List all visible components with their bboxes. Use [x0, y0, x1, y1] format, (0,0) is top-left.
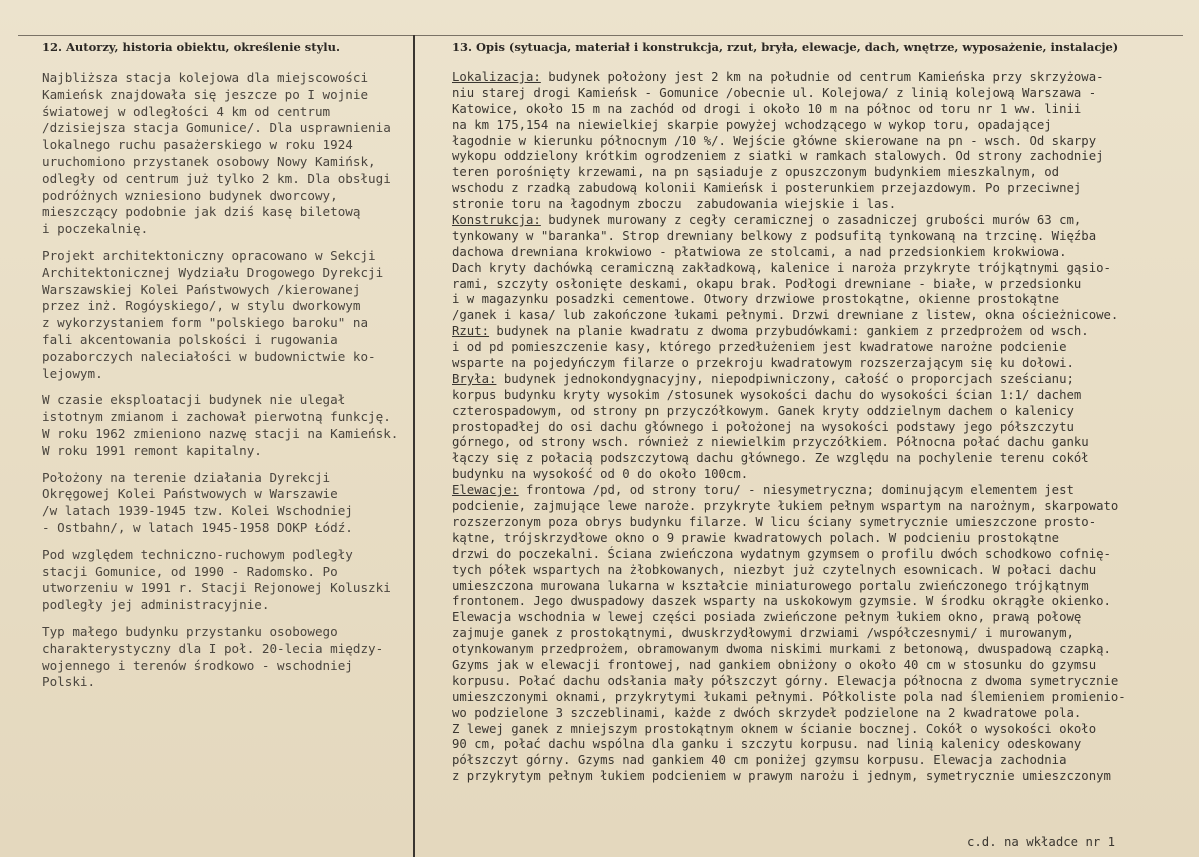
history-column [42, 70, 414, 701]
description-line [452, 372, 1187, 388]
description-line [452, 356, 1187, 372]
line-text: kątne, trójskrzydłowe okno o 9 prawie kwadratowych polach. W podcieniu prostokątne [452, 530, 1060, 545]
description-line [452, 261, 1187, 277]
continuation-note: c.d. na wkładce nr 1 [967, 835, 1116, 849]
line-text: wykopu oddzielony krótkim ogrodzeniem z siatki w ramkach stalowych. Od strony zachodniej [452, 149, 1104, 164]
description-line [452, 86, 1187, 102]
description-line [452, 197, 1187, 213]
line-text: Elewacja wschodnia w lewej części posiada zwieńczone pełnym łukiem okno, prawą połowę [452, 610, 1082, 625]
description-line [452, 467, 1187, 483]
description-line [452, 722, 1187, 738]
text-line: /w latach 1939-1945 tzw. Kolei Wschodniej [42, 503, 353, 519]
line-text: niu starej drogi Kamieńsk - Gomunice /obecnie ul. Kolejowa/ z linią kolejową Warszawa - [452, 85, 1097, 100]
line-text: rozszerzonym poza obrys budynku filarze. W licu ściany symetrycznie umieszczone prosto- [452, 514, 1097, 529]
description-line [452, 515, 1187, 531]
line-text: tynkowany w "baranka". Strop drewniany belkowy z podsufitą tynkowaną na trzcinę. Więźba [452, 228, 1097, 243]
description-line [452, 769, 1187, 785]
description-line [452, 753, 1187, 769]
line-text: teren porośnięty krzewami, na pn sąsiaduje z opuszczonym budynkiem mieszkalnym, od [452, 165, 1060, 180]
text-line: przez inż. Rogóyskiego/, w stylu dworkowym [42, 298, 361, 314]
description-line [452, 610, 1187, 626]
section-12-heading: 12. Autorzy, historia obiektu, określenie stylu. [42, 40, 340, 54]
text-line: Pod względem techniczno-ruchowym podległy [42, 546, 353, 562]
line-text: dachowa drewniana krokwiowo - płatwiowa ze stolcami, a nad przedsionkiem krokwiowa. [452, 244, 1067, 259]
line-text: korpusu. Połać dachu odsłania mały półszczyt górny. Elewacja północna z dwoma symetrycznie [452, 673, 1119, 688]
line-text: wo podzielone 3 szczeblinami, każde z dwóch skrzydeł podzielone na 2 kwadratowe pola. [452, 705, 1082, 720]
section-label: Rzut: [452, 324, 490, 339]
description-line [452, 451, 1187, 467]
text-line: W roku 1962 zmieniono nazwę stacji na Kamieńsk. [42, 425, 399, 441]
line-text: Z lewej ganek z mniejszym prostokątnym oknem w ścianie bocznej. Cokół o wysokości około [452, 721, 1097, 736]
description-line [452, 118, 1187, 134]
history-paragraph [42, 70, 414, 238]
text-line: Projekt architektoniczny opracowano w Sekcji [42, 247, 376, 263]
line-text: umieszczonymi oknami, przykrytymi łukami pełnymi. Półkoliste pola nad ślemieniem promienio- [452, 689, 1126, 704]
line-text: podcienie, zajmujące lewe naroże. przykryte łukiem pełnym wspartym na narożnym, skarpowato [452, 499, 1119, 514]
text-line: lokalnego ruchu pasażerskiego w roku 1924 [42, 137, 353, 153]
line-text: wschodu z rzadką zabudową kolonii Kamieńsk i posterunkiem przejazdowym. Po przeciwnej [452, 181, 1082, 196]
text-line: wojennego i terenów środkowo - wschodniej [42, 657, 353, 673]
line-text: łączy się z połacią podszczytową dachu głównego. Ze względu na pochylenie terenu cokół [452, 451, 1089, 466]
section-label: Elewacje: [452, 483, 519, 498]
description-line [452, 388, 1187, 404]
description-line [452, 737, 1187, 753]
line-text: czterospadowym, od strony pn przyczółkowym. Ganek kryty oddzielnym dachem o kalenicy [452, 403, 1074, 418]
description-line [452, 292, 1187, 308]
text-line: utworzeniu w 1991 r. Stacji Rejonowej Koluszki [42, 580, 391, 596]
text-line: Najbliższa stacja kolejowa dla miejscowości [42, 70, 369, 85]
line-text: budynek na planie kwadratu z dwoma przybudówkami: gankiem z przedprożem od wsch. [489, 324, 1089, 339]
text-line: istotnym zmianom i zachował pierwotną funkcję. [42, 409, 391, 425]
history-paragraph [42, 248, 414, 382]
text-line: W czasie eksploatacji budynek nie ulegał [42, 392, 346, 408]
text-line: Okręgowej Kolei Państwowych w Warszawie [42, 486, 338, 502]
text-line: charakterystyczny dla I poł. 20-lecia między- [42, 640, 384, 656]
line-text: otynkowanym przedprożem, obramowanym dwoma niskimi murkami z betonową, dwuspadową czapką. [452, 642, 1111, 657]
line-text: frontonem. Jego dwuspadowy daszek wsparty na uskokowym gzymsie. W środku okrągłe okienko. [452, 594, 1111, 609]
line-text: /ganek i kasa/ lub zakończone łukami pełnymi. Drzwi drewniane z listew, okna ościeżnicowe. [452, 308, 1119, 323]
description-line [452, 547, 1187, 563]
text-line: Warszawskiej Kolei Państwowych /kierowanej [42, 281, 361, 297]
history-paragraph [42, 470, 414, 537]
text-line: Polski. [42, 674, 96, 690]
description-line [452, 149, 1187, 165]
section-label: Lokalizacja: [452, 70, 541, 84]
description-line [452, 499, 1187, 515]
text-line: Typ małego budynku przystanku osobowego [42, 623, 338, 639]
text-line: Architektonicznej Wydziału Drogowego Dyrekcji [42, 264, 384, 280]
description-line [452, 420, 1187, 436]
line-text: 90 cm, połać dachu wspólna dla ganku i szczytu korpusu. nad linią kalenicy odeskowany [452, 737, 1082, 752]
line-text: Gzyms jak w elewacji frontowej, nad gankiem obniżony o około 40 cm w stosunku do gzymsu [452, 657, 1097, 672]
line-text: umieszczona murowana lukarna w kształcie miniaturowego portalu zwieńczonego trójkątnym [452, 578, 1089, 593]
section-label: Konstrukcja: [452, 213, 541, 228]
line-text: i w magazynku posadzki cementowe. Otwory drzwiowe prostokątne, okienne prostokątne [452, 292, 1060, 307]
text-line: z wykorzystaniem form "polskiego baroku" na [42, 315, 369, 331]
text-line: - Ostbahn/, w latach 1945-1958 DOKP Łódź. [42, 519, 353, 535]
line-text: i od pd pomieszczenie kasy, którego przedłużeniem jest kwadratowe narożne podcienie [452, 340, 1067, 355]
line-text: z przykrytym pełnym łukiem podcieniem w prawym narożu i jednym, symetrycznie umieszczonym [452, 769, 1111, 784]
description-line [452, 340, 1187, 356]
line-text: wsparte na pojedyńczym filarze o przekroju kwadratowym rozszerzającym się ku dołowi. [452, 356, 1074, 371]
description-line [452, 165, 1187, 181]
text-line: odległy od centrum już tylko 2 km. Dla obsługi [42, 170, 391, 186]
description-line [452, 213, 1187, 229]
text-line: fali akcentowania polskości i rugowania [42, 331, 338, 347]
line-text: łagodnie w kierunku północnym /10 %/. Wejście główne skierowane na pn - wsch. Od skarpy [452, 133, 1097, 148]
description-line [452, 102, 1187, 118]
description-line [452, 483, 1187, 499]
description-line [452, 579, 1187, 595]
header-divider [18, 35, 1183, 36]
description-line [452, 674, 1187, 690]
line-text: na km 175,154 na niewielkiej skarpie powyżej wchodzącego w wykop toru, opadającej [452, 117, 1052, 132]
text-line: Kamieńsk znajdowała się jeszcze po I wojnie [42, 86, 369, 102]
text-line: stacji Gomunice, od 1990 - Radomsko. Po [42, 563, 338, 579]
description-line [452, 563, 1187, 579]
text-line: i poczekalnię. [42, 221, 149, 237]
line-text: Katowice, około 15 m na zachód od drogi i około 10 m na północ od toru nr 1 ww. linii [452, 101, 1082, 116]
description-line [452, 245, 1187, 261]
text-line: pozaborczych naleciałości w budownictwie ko- [42, 348, 376, 364]
line-text: Dach kryty dachówką ceramiczną zakładkową, kalenice i naroża przykryte trójkątnymi gąsio- [452, 260, 1111, 275]
description-column [452, 70, 1187, 785]
description-line [452, 70, 1187, 86]
line-text: drzwi do poczekalni. Ściana zwieńczona wydatnym gzymsem o profilu dwóch schodkowo cofnię- [452, 546, 1111, 561]
text-line: mieszczący podobnie jak dziś kasę biletową [42, 204, 361, 220]
section-13-heading: 13. Opis (sytuacja, materiał i konstrukcja, rzut, bryła, elewacje, dach, wnętrze, wyposażenie, instalacje) [452, 40, 1119, 54]
line-text: budynku na wysokość od 0 do około 100cm. [452, 467, 749, 482]
text-line: W roku 1991 remont kapitalny. [42, 442, 262, 458]
description-line [452, 181, 1187, 197]
line-text: frontowa /pd, od strony toru/ - niesymetryczna; dominującym elementem jest [518, 483, 1074, 498]
line-text: prostopadłej do osi dachu głównego i położonej na wysokości podstawy jego półszczytu [452, 419, 1074, 434]
description-line [452, 324, 1187, 340]
description-line [452, 658, 1187, 674]
history-paragraph [42, 392, 414, 459]
text-line: podróżnych wzniesiono budynek dworcowy, [42, 187, 338, 203]
history-paragraph [42, 624, 414, 691]
description-line [452, 531, 1187, 547]
line-text: korpus budynku kryty wysokim /stosunek wysokości dachu do wysokości ścian 1:1/ dachem [452, 387, 1082, 402]
text-line: światowej w odległości 4 km od centrum [42, 103, 331, 119]
text-line: /dzisiejsza stacja Gomunice/. Dla usprawnienia [42, 120, 391, 136]
description-line [452, 134, 1187, 150]
text-line: podległy jej administracyjnie. [42, 597, 270, 613]
line-text: półszczyt górny. Gzyms nad gankiem 40 cm poniżej gzymsu korpusu. Elewacja zachodnia [452, 753, 1067, 768]
description-line [452, 404, 1187, 420]
description-line [452, 626, 1187, 642]
text-line: lejowym. [42, 365, 103, 381]
history-paragraph [42, 547, 414, 614]
line-text: górnego, od strony wsch. również z niewielkim przyczółkiem. Północna połać dachu ganku [452, 435, 1089, 450]
description-line [452, 642, 1187, 658]
description-line [452, 594, 1187, 610]
line-text: budynek położony jest 2 km na południe od centrum Kamieńska przy skrzyżowa- [540, 70, 1104, 84]
description-line [452, 277, 1187, 293]
description-line [452, 690, 1187, 706]
description-line [452, 435, 1187, 451]
line-text: budynek jednokondygnacyjny, niepodpiwniczony, całość o proporcjach sześcianu; [496, 371, 1074, 386]
line-text: stronie toru na łagodnym zboczu zabudowania wiejskie i las. [452, 197, 897, 212]
section-label: Bryła: [452, 371, 497, 386]
line-text: tych półek wspartych na żłobkowanych, niezbyt już czytelnych esownicach. W połaci dachu [452, 562, 1097, 577]
text-line: Położony na terenie działania Dyrekcji [42, 469, 331, 485]
text-line: uruchomiono przystanek osobowy Nowy Kamińsk, [42, 153, 376, 169]
line-text: budynek murowany z cegły ceramicznej o zasadniczej grubości murów 63 cm, [540, 213, 1082, 228]
description-line [452, 706, 1187, 722]
line-text: zajmuje ganek z prostokątnymi, dwuskrzydłowymi drzwiami /współczesnymi/ i murowanym, [452, 626, 1074, 641]
line-text: rami, szczyty osłonięte deskami, okapu brak. Podłogi drewniane - białe, w przedsionku [452, 276, 1082, 291]
description-line [452, 229, 1187, 245]
description-line [452, 308, 1187, 324]
